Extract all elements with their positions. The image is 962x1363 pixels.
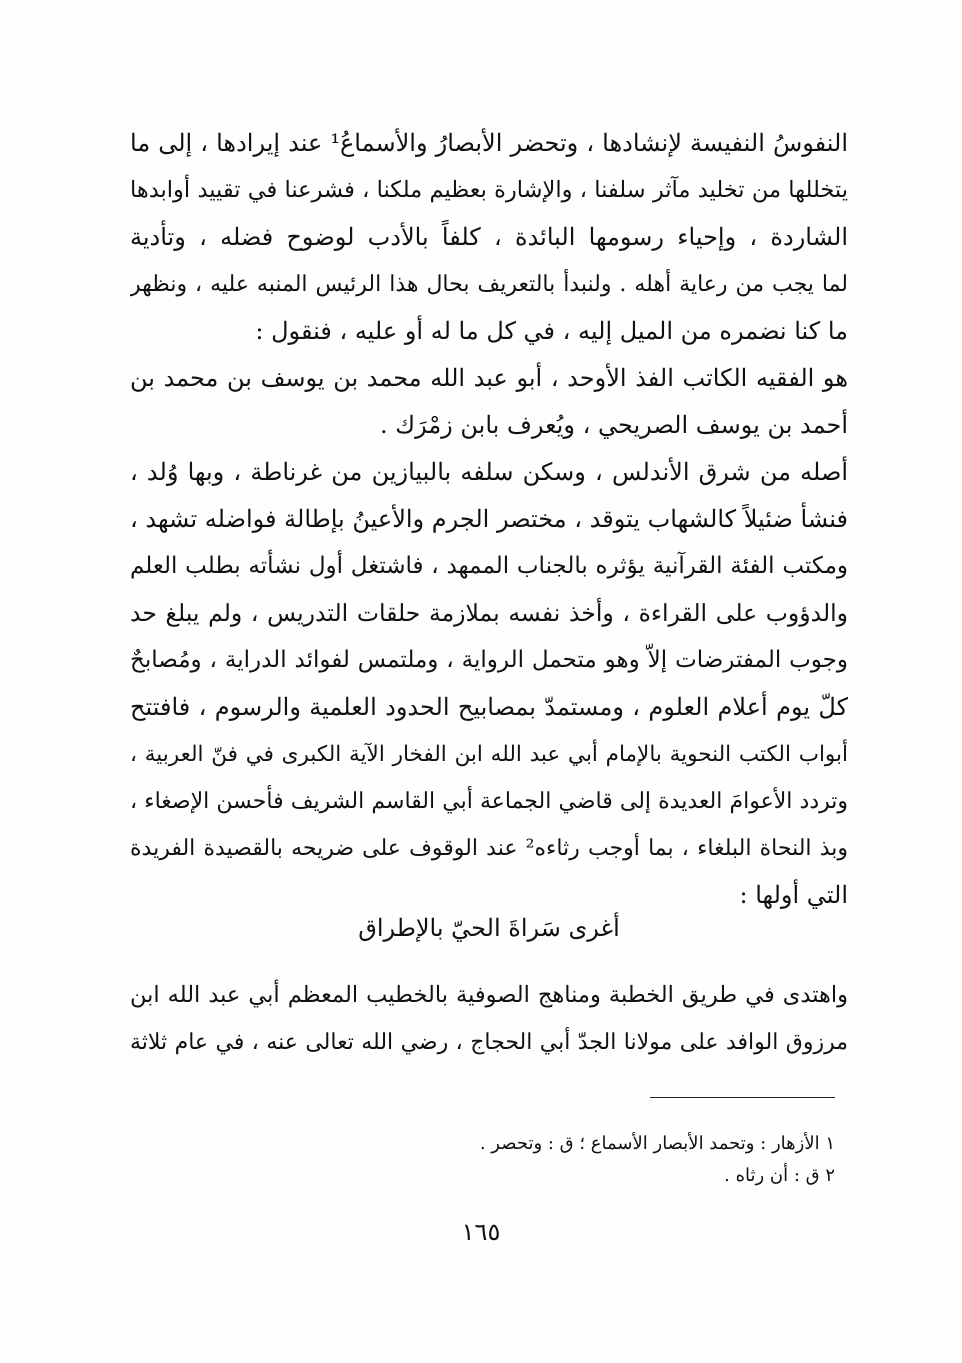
page-number: ١٦٥: [461, 1218, 501, 1246]
text-line: هو الفقيه الكاتب الفذ الأوحد ، أبو عبد الله محمد بن يوسف بن محمد بن: [130, 364, 848, 392]
text-line: الشاردة ، وإحياء رسومها البائدة ، كلفاً بالأدب لوضوح فضله ، وتأدية: [130, 223, 848, 251]
text-line: أحمد بن يوسف الصريحي ، ويُعرف بابن زمْرَك .: [380, 411, 848, 439]
footnotes: [400, 1128, 835, 1192]
footnote-divider: [650, 1097, 835, 1098]
continuation-text: [130, 972, 848, 1066]
text-line: ما كنا نضمره من الميل إليه ، في كل ما له أو عليه ، فنقول :: [255, 317, 848, 345]
footnote: ٢ ق : أن رثاه .: [724, 1165, 835, 1186]
text-line: وتردد الأعوامَ العديدة إلى قاضي الجماعة أبي القاسم الشريف فأحسن الإصغاء ،: [130, 789, 848, 814]
text-line: التي أولها :: [739, 881, 848, 909]
text-line: وبذ النحاة البلغاء ، بما أوجب رثاءه² عند الوقوف على ضريحه بالقصيدة الفريدة: [130, 836, 848, 861]
footnote: ١ الأزهار : وتحمد الأبصار الأسماع ؛ ق : وتحصر .: [479, 1133, 835, 1154]
text-line: وجوب المفترضات إلاّ وهو متحمل الرواية ، وملتمس لفوائد الدراية ، ومُصابحٌ: [130, 647, 848, 673]
text-line: فنشأ ضئيلاً كالشهاب يتوقد ، مختصر الجرم والأعينُ بإطالة فواضله تشهد ،: [130, 505, 848, 533]
text-line: كلّ يوم أعلام العلوم ، ومستمدّ بمصابيح الحدود العلمية والرسوم ، فافتتح: [130, 693, 848, 721]
text-line: أصله من شرق الأندلس ، وسكن سلفه بالبيازين من غرناطة ، وبها وُلد ،: [130, 458, 848, 486]
text-line: والدؤوب على القراءة ، وأخذ نفسه بملازمة حلقات التدريس ، ولم يبلغ حد: [130, 599, 848, 627]
verse-line: أغرى سَراةَ الحيّ بالإطراق: [358, 914, 620, 942]
text-line: مرزوق الوافد على مولانا الجدّ أبي الحجاج ، رضي الله تعالى عنه ، في عام ثلاثة: [130, 1030, 848, 1055]
text-line: لما يجب من رعاية أهله . ولنبدأ بالتعريف بحال هذا الرئيس المنبه عليه ، ونظهر: [130, 272, 848, 297]
text-line: أبواب الكتب النحوية بالإمام أبي عبد الله ابن الفخار الآية الكبرى في فنّ العربية ،: [130, 742, 848, 767]
text-line: ومكتب الفئة القرآنية يؤثره بالجناب الممهد ، فاشتغل أول نشأته بطلب العلم: [130, 553, 848, 579]
text-line: واهتدى في طريق الخطبة ومناهج الصوفية بالخطيب المعظم أبي عبد الله ابن: [130, 982, 848, 1008]
text-line: النفوسُ النفيسة لإنشادها ، وتحضر الأبصارُ والأسماعُ¹ عند إيرادها ، إلى ما: [130, 129, 848, 157]
text-line: يتخللها من تخليد مآثر سلفنا ، والإشارة بعظيم ملكنا ، فشرعنا في تقييد أوابدها: [130, 177, 848, 203]
main-text: [130, 120, 848, 919]
